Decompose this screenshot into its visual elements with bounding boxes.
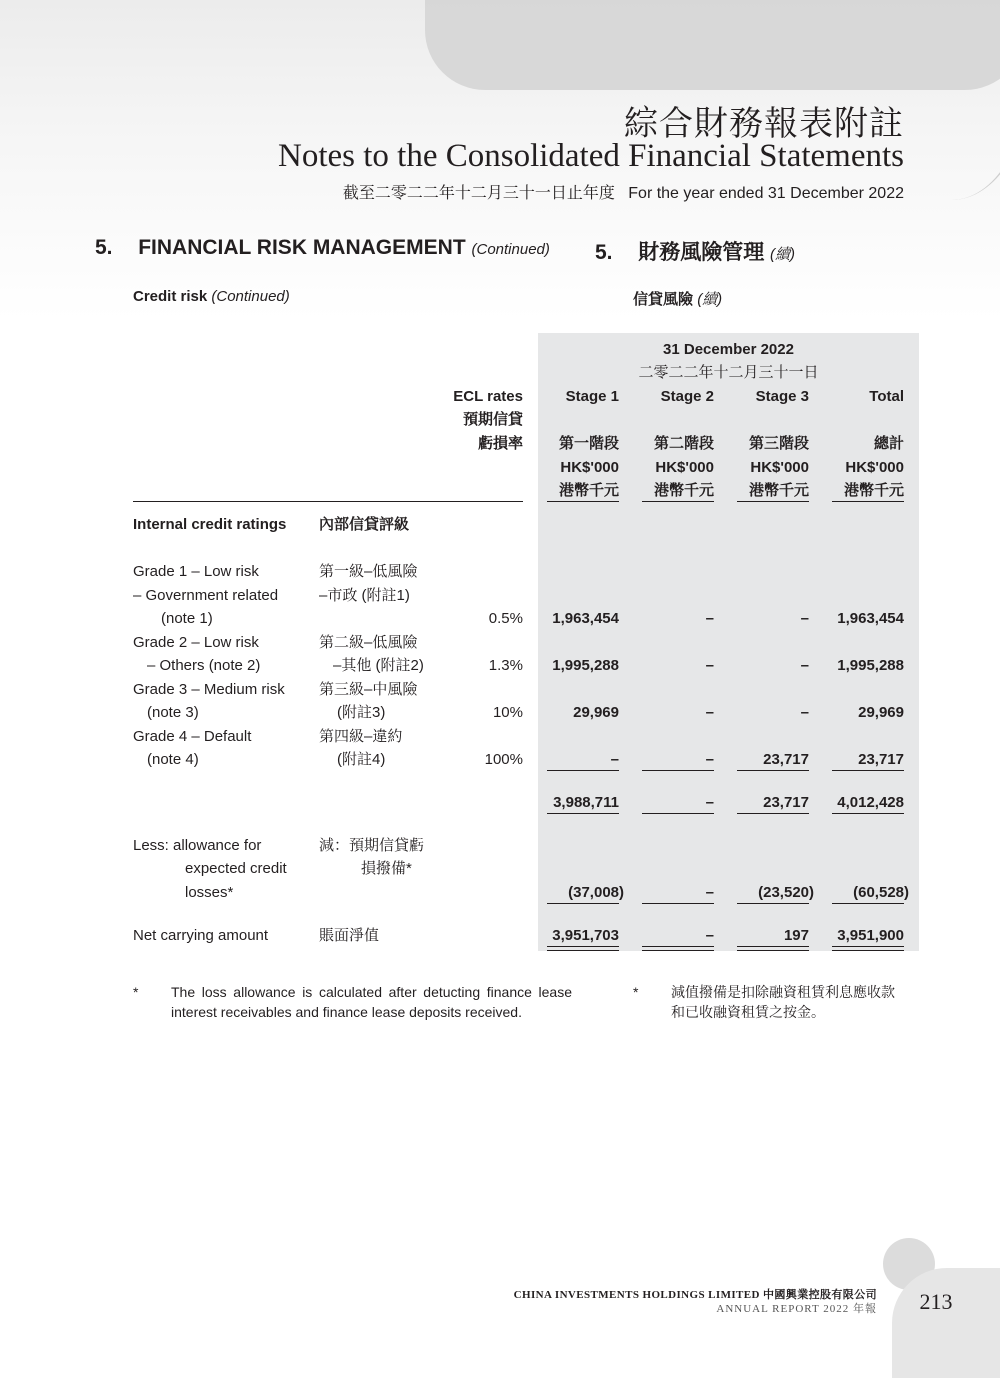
page-title: Notes to the Consolidated Financial Statements	[278, 138, 904, 174]
allowance-stage3: (23,520)	[758, 884, 814, 901]
row-label-line: Grade 1 – Low risk	[133, 563, 259, 580]
ecl-rate: 1.3%	[488, 657, 523, 674]
row-label-cn-line: 第一級–低風險	[319, 563, 418, 580]
column-unit-stage3: HK$'000	[750, 459, 809, 476]
footnote-text-line: interest receivables and finance lease deposits received.	[171, 1004, 522, 1020]
value-stage2: –	[705, 657, 714, 674]
row-label-line: – Government related	[133, 587, 279, 604]
row-label-cn-line: 第二級–低風險	[319, 634, 418, 651]
footnote-mark-cn: *	[633, 984, 639, 1000]
value-stage1: 1,963,454	[552, 610, 619, 627]
section-heading-cn	[595, 236, 795, 266]
page-number: 213	[919, 1289, 953, 1314]
value-stage1: 1,995,288	[552, 657, 619, 674]
ecl-rate: 0.5%	[488, 610, 523, 627]
net-double-rule-stage3	[737, 946, 809, 951]
page-title-chinese: 綜合財務報表附註	[624, 104, 904, 144]
header-rule-left	[133, 501, 523, 502]
subtotal-underline-stage2	[642, 813, 714, 814]
column-unit-stage1-cn: 港幣千元	[558, 482, 619, 499]
value-stage3: –	[800, 704, 809, 721]
net-double-rule-stage2	[642, 946, 714, 951]
row-label-line: Grade 4 – Default	[133, 728, 252, 745]
section-heading-en	[95, 236, 550, 260]
subtotal-underline-stage1	[547, 813, 619, 814]
section-title-cn: 財務風險管理	[638, 241, 765, 264]
footer-company: CHINA INVESTMENTS HOLDINGS LIMITED 中國興業控股有限公司	[513, 1289, 877, 1301]
period-chinese: 截至二零二二年十二月三十一日止年度	[342, 185, 615, 202]
subtotal-stage1: 3,988,711	[553, 794, 619, 811]
value-total: 29,969	[858, 704, 904, 721]
row-label-cn-line: (附註4)	[337, 751, 386, 768]
allowance-label-cn-line: 減：預期信貸虧	[319, 837, 425, 854]
net-double-rule-total	[832, 946, 904, 951]
column-unit-total-cn: 港幣千元	[843, 482, 904, 499]
allowance-rule-total	[832, 903, 904, 904]
ratings-heading-cn: 內部信貸評級	[319, 516, 410, 533]
table-date: 31 December 2022	[663, 341, 794, 358]
row-label-line: Grade 3 – Medium risk	[133, 681, 285, 698]
subsection-heading-cn	[633, 288, 722, 309]
column-unit-stage2: HK$'000	[655, 459, 714, 476]
row-label-cn-line: –其他 (附註2)	[333, 657, 424, 674]
subsection-title-cn: 信貸風險	[633, 291, 694, 308]
header-rule-total	[832, 501, 904, 502]
footnote-mark: *	[133, 984, 139, 1000]
value-stage1: –	[610, 751, 619, 768]
net-label: Net carrying amount	[133, 927, 269, 944]
ecl-header-en: ECL rates	[453, 388, 523, 405]
value-stage2: –	[705, 610, 714, 627]
subtotal-total: 4,012,428	[837, 794, 904, 811]
subsection-continued-cn: (續)	[697, 291, 723, 308]
ecl-rate: 10%	[492, 704, 523, 721]
ecl-rate: 100%	[484, 751, 523, 768]
footer-tab-decoration	[892, 1268, 1000, 1378]
value-stage3: –	[800, 657, 809, 674]
subtotal-rule-total	[832, 770, 904, 771]
allowance-label-line: losses*	[185, 884, 234, 901]
subsection-continued: (Continued)	[211, 288, 290, 305]
value-stage1: 29,969	[573, 704, 619, 721]
column-unit-stage1: HK$'000	[560, 459, 619, 476]
column-header-stage1-cn: 第一階段	[558, 435, 619, 452]
column-header-stage2-cn: 第二階段	[653, 435, 714, 452]
row-label-line: – Others (note 2)	[147, 657, 261, 674]
period-line	[343, 180, 904, 203]
row-label-cn-line: 第四級–違約	[319, 728, 403, 745]
allowance-rule-stage3	[737, 903, 809, 904]
row-label-cn-line: –市政 (附註1)	[319, 587, 410, 604]
allowance-stage1: (37,008)	[568, 884, 624, 901]
table-shaded-area	[538, 333, 919, 951]
column-header-total-cn: 總計	[873, 435, 904, 452]
subtotal-underline-stage3	[737, 813, 809, 814]
subsection-heading-en	[133, 288, 290, 305]
value-total: 1,963,454	[837, 610, 904, 627]
section-number: 5.	[95, 236, 113, 259]
subsection-title: Credit risk	[133, 288, 208, 305]
net-total: 3,951,900	[837, 927, 904, 944]
net-stage2: –	[705, 927, 714, 944]
net-stage1: 3,951,703	[552, 927, 619, 944]
value-stage2: –	[705, 704, 714, 721]
column-header-stage1: Stage 1	[565, 388, 619, 405]
allowance-label-cn-line: 損撥備*	[361, 860, 412, 877]
ratings-heading: Internal credit ratings	[133, 516, 287, 533]
column-unit-stage3-cn: 港幣千元	[748, 482, 809, 499]
subtotal-stage2: –	[705, 794, 714, 811]
section-title: FINANCIAL RISK MANAGEMENT	[138, 236, 466, 259]
footnote-text-line: The loss allowance is calculated after detucting finance lease	[171, 984, 572, 1000]
footer-report: ANNUAL REPORT 2022 年報	[716, 1303, 877, 1315]
value-stage3: 23,717	[763, 751, 809, 768]
allowance-stage2: –	[705, 884, 714, 901]
row-label-cn-line: (附註3)	[337, 704, 386, 721]
subtotal-rule-stage2	[642, 770, 714, 771]
column-header-stage2: Stage 2	[660, 388, 714, 405]
column-header-total: Total	[869, 388, 904, 405]
allowance-rule-stage1	[547, 903, 619, 904]
column-header-stage3-cn: 第三階段	[748, 435, 809, 452]
section-continued: (Continued)	[471, 241, 550, 258]
row-label-line: Grade 2 – Low risk	[133, 634, 259, 651]
header-rule-stage2	[642, 501, 714, 502]
footnote-text-cn-line: 和已收融資租賃之按金。	[671, 1004, 825, 1020]
subtotal-stage3: 23,717	[763, 794, 809, 811]
value-stage3: –	[800, 610, 809, 627]
subtotal-rule-stage1	[547, 770, 619, 771]
column-unit-total: HK$'000	[845, 459, 904, 476]
row-label-line: (note 1)	[161, 610, 213, 627]
net-stage3: 197	[783, 927, 809, 944]
net-label-cn: 賬面淨值	[319, 927, 380, 944]
value-total: 1,995,288	[837, 657, 904, 674]
section-continued-cn: (續)	[770, 246, 796, 263]
footnote-text-cn-line: 減值撥備是扣除融資租賃利息應收款	[671, 984, 895, 1000]
net-double-rule-stage1	[547, 946, 619, 951]
header-rule-stage1	[547, 501, 619, 502]
row-label-line: (note 4)	[147, 751, 199, 768]
value-total: 23,717	[858, 751, 904, 768]
allowance-label-line: expected credit	[185, 860, 287, 877]
ecl-header-cn-2: 虧損率	[477, 435, 523, 452]
column-unit-stage2-cn: 港幣千元	[653, 482, 714, 499]
period-english: For the year ended 31 December 2022	[628, 185, 904, 202]
header-rule-stage3	[737, 501, 809, 502]
column-header-stage3: Stage 3	[755, 388, 809, 405]
ecl-header-cn-1: 預期信貸	[462, 411, 523, 428]
section-number-cn: 5.	[595, 241, 613, 264]
subtotal-rule-stage3	[737, 770, 809, 771]
row-label-line: (note 3)	[147, 704, 199, 721]
allowance-label-line: Less: allowance for	[133, 837, 262, 854]
allowance-total: (60,528)	[853, 884, 909, 901]
row-label-cn-line: 第三級–中風險	[319, 681, 418, 698]
value-stage2: –	[705, 751, 714, 768]
table-date-cn: 二零二二年十二月三十一日	[638, 364, 819, 381]
allowance-rule-stage2	[642, 903, 714, 904]
subtotal-underline-total	[832, 813, 904, 814]
